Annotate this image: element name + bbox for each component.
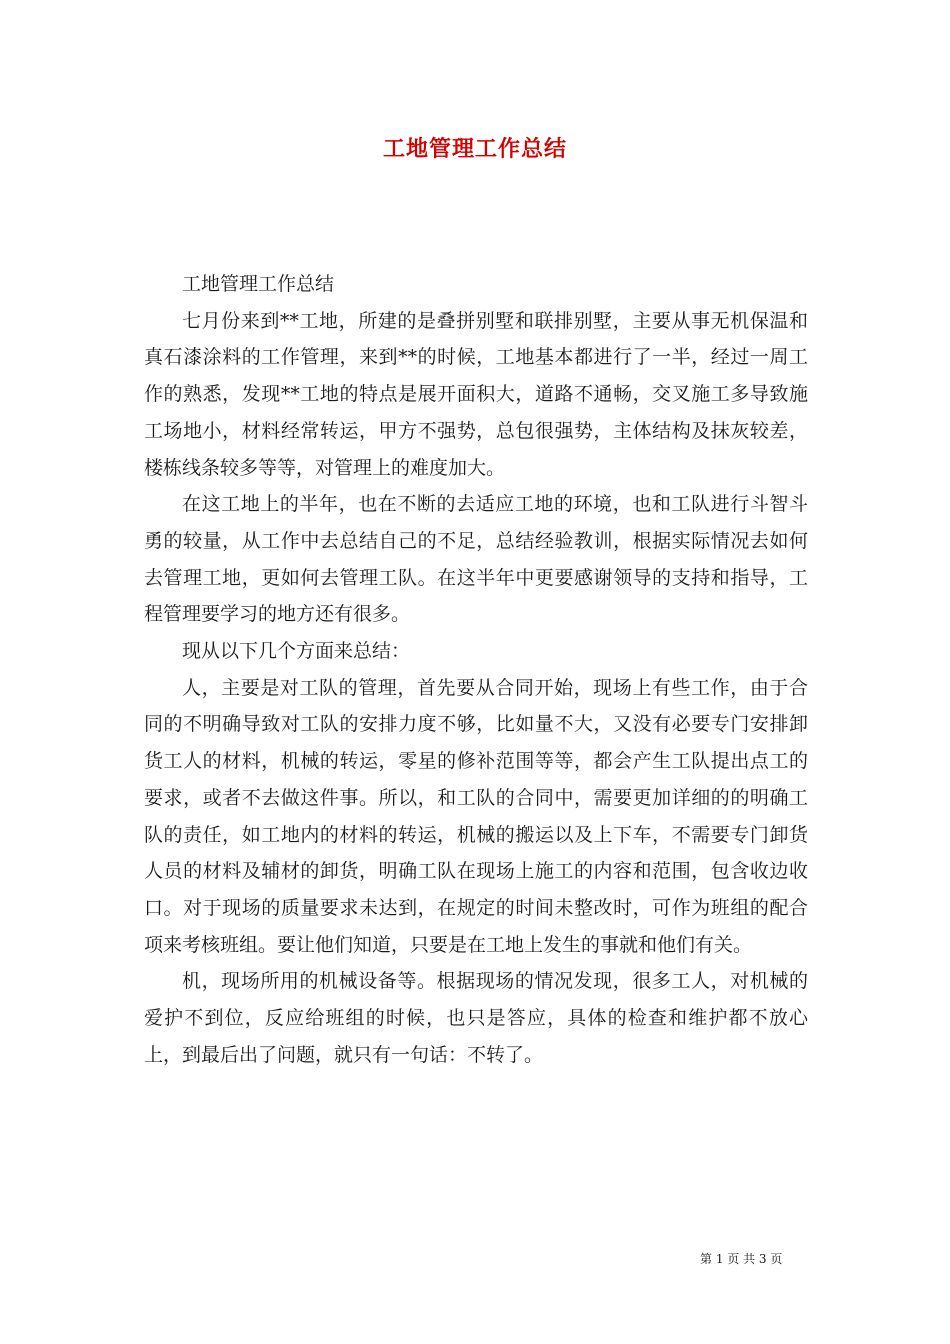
paragraph-machines: 机，现场所用的机械设备等。根据现场的情况发现，很多工人，对机械的爱护不到位，反应给班组的时候，也只是答应，具体的检查和维护都不放心上，到最后出了问题，就只有一句话：不转了。 xyxy=(144,970,808,1066)
paragraph-intro: 七月份来到**工地，所建的是叠拼别墅和联排别墅，主要从事无机保温和真石漆涂料的工作管理，来到**的时候，工地基本都进行了一半，经过一周工作的熟悉，发现**工地的特点是展开面积大，道路不通畅，交叉施工多导致施工场地小，材料经常转运，甲方不强势，总包很强势，主体结构及抹灰较差，楼栋线条较多等等，对管理上的难度加大。 xyxy=(144,309,808,479)
paragraph-people: 人，主要是对工队的管理，首先要从合同开始，现场上有些工作，由于合同的不明确导致对工队的安排力度不够，比如量不大，又没有必要专门安排卸货工人的材料，机械的转运，零星的修补范围等等，都会产生工队提出点工的要求，或者不去做这件事。所以，和工队的合同中，需要更加详细的的明确工队的责任，如工地内的材料的转运，机械的搬运以及上下车，不需要专门卸货人员的材料及辅材的卸货，明确工队在现场上施工的内容和范围，包含收边收口。对于现场的质量要求未达到，在规定的时间未整改时，可作为班组的配合项来考核班组。要让他们知道，只要是在工地上发生的事就和他们有关。 xyxy=(144,676,808,956)
document-body xyxy=(144,266,808,1073)
paragraph-aspects: 现从以下几个方面来总结： xyxy=(182,640,411,663)
document-title: 工地管理工作总结 xyxy=(382,137,567,162)
paragraph-heading: 工地管理工作总结 xyxy=(182,273,335,295)
page-number-footer: 第 1 页 共 3 页 xyxy=(700,1252,783,1266)
paragraph-half-year: 在这工地上的半年，也在不断的去适应工地的环境，也和工队进行斗智斗勇的较量，从工作中去总结自己的不足，总结经验教训，根据实际情况去如何去管理工地，更如何去管理工队。在这半年中更要感谢领导的支持和指导，工程管理要学习的地方还有很多。 xyxy=(144,493,808,626)
